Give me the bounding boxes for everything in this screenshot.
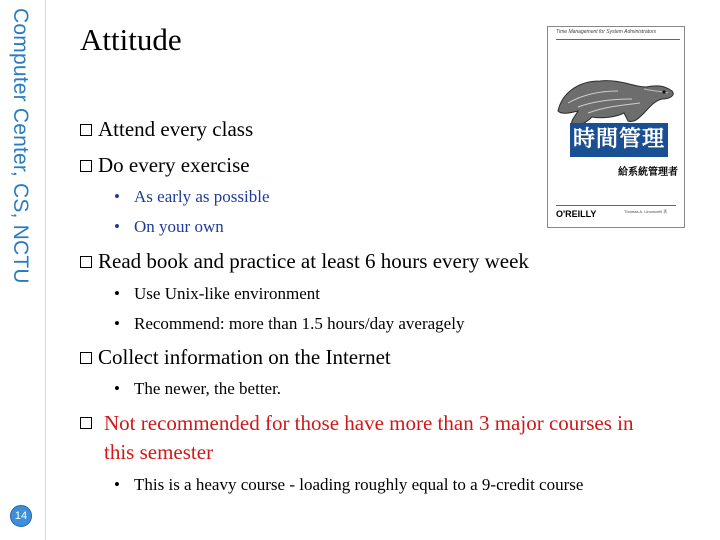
dot-bullet-icon: • <box>114 475 120 494</box>
sidebar-title: Computer Center, CS, NCTU <box>9 8 32 284</box>
sub-bullet-text: The newer, the better. <box>134 379 282 398</box>
checkbox-bullet-icon <box>80 124 92 136</box>
sub-bullet-hours <box>114 314 464 334</box>
book-cover-image <box>547 26 685 228</box>
book-author: Thomas A. Limoncelli 著 <box>624 209 668 214</box>
book-rule <box>556 205 676 206</box>
sub-bullet-text: On your own <box>134 217 224 236</box>
sub-bullet-heavy-course <box>114 475 583 495</box>
sub-bullet-text: As early as possible <box>134 187 270 206</box>
sub-bullet-own <box>114 217 224 237</box>
sub-bullet-unix <box>114 284 320 304</box>
bullet-text: Collect information on the Internet <box>98 345 391 369</box>
checkbox-bullet-icon <box>80 160 92 172</box>
bullet-text: Not recommended for those have more than 3 major courses in this semester <box>104 411 634 464</box>
book-title: 時間管理 <box>570 123 668 157</box>
bullet-text: Read book and practice at least 6 hours every week <box>98 249 529 273</box>
dot-bullet-icon: • <box>114 314 120 333</box>
publisher-logo: O'REILLY <box>556 209 597 219</box>
slide-title: Attitude <box>80 22 182 57</box>
sub-bullet-newer <box>114 379 281 399</box>
dot-bullet-icon: • <box>114 379 120 398</box>
checkbox-bullet-icon <box>80 417 92 429</box>
bullet-attend-class <box>80 117 253 142</box>
bullet-text: Attend every class <box>98 117 254 141</box>
sub-bullet-text: Recommend: more than 1.5 hours/day averagely <box>134 314 465 333</box>
bullet-text: Do every exercise <box>98 153 250 177</box>
sidebar-divider <box>45 0 46 540</box>
sub-bullet-early <box>114 187 270 207</box>
dot-bullet-icon: • <box>114 217 120 236</box>
book-series-header: Time Management for System Administrators <box>556 29 680 40</box>
checkbox-bullet-icon <box>80 352 92 364</box>
checkbox-bullet-icon <box>80 256 92 268</box>
bullet-read-book <box>80 249 529 274</box>
sub-bullet-text: This is a heavy course - loading roughly equal to a 9-credit course <box>134 475 584 494</box>
dot-bullet-icon: • <box>114 284 120 303</box>
sub-bullet-text: Use Unix-like environment <box>134 284 321 303</box>
bullet-do-exercise <box>80 153 250 178</box>
page-number-badge: 14 <box>10 505 32 527</box>
bullet-collect-info <box>80 345 391 370</box>
bullet-not-recommended <box>80 409 644 467</box>
dot-bullet-icon: • <box>114 187 120 206</box>
book-subtitle: 給系統管理者 <box>618 167 678 178</box>
